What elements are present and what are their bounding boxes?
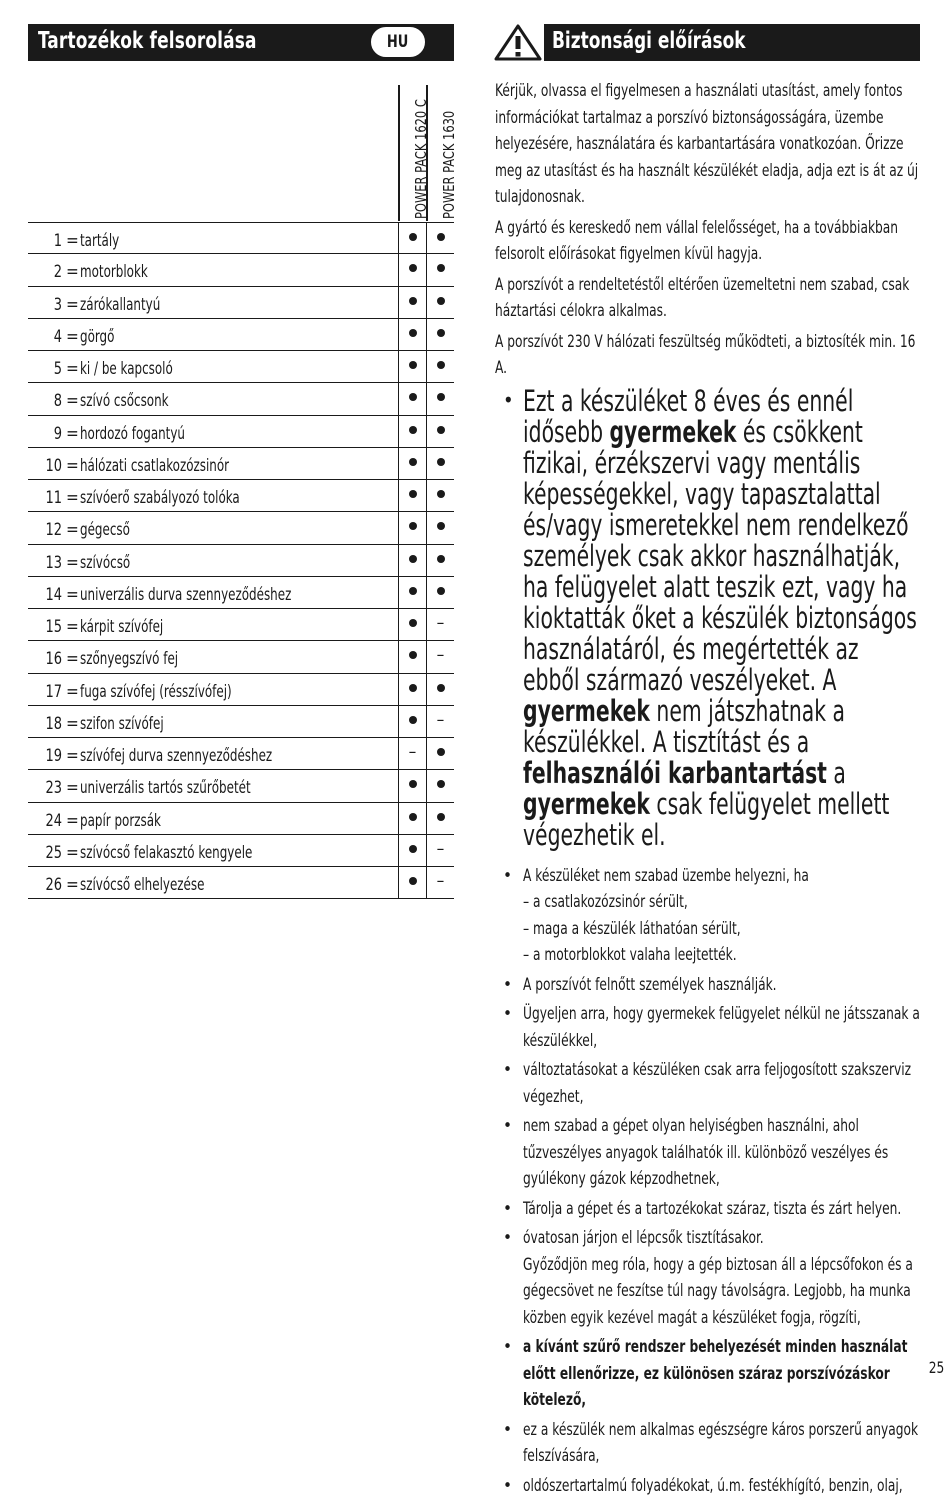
item-name: kárpit szívófej: [80, 617, 164, 637]
page-number: 25: [928, 1358, 944, 1377]
safety-title: Biztonsági előírások: [552, 28, 746, 54]
table-row: 9 = hordozó fogantyú: [28, 416, 454, 448]
table-row: 23 = univerzális tartós szűrőbetét: [28, 770, 454, 802]
item-name: szívócső elhelyezése: [80, 875, 205, 895]
item-number: 13: [45, 552, 62, 573]
item-name: ki / be kapcsoló: [80, 359, 173, 379]
dot-icon: [409, 651, 417, 659]
availability-1620c: [398, 416, 426, 447]
table-row: 4 = görgő: [28, 319, 454, 351]
availability-1620c: [398, 223, 426, 253]
table-row: 10 = hálózati csatlakozózsinór: [28, 448, 454, 480]
availability-1630: [426, 803, 454, 834]
table-row: 3 = zárókallantyú: [28, 287, 454, 319]
safety-bullet: • változtatásokat a készüléken csak arra feljogosított szakszerviz végezhet,: [503, 1060, 912, 1107]
dot-icon: [437, 684, 445, 692]
dot-icon: [409, 393, 417, 401]
availability-1620c: [398, 674, 426, 705]
dot-icon: [409, 361, 417, 369]
item-number: 26: [45, 875, 62, 895]
item-name: tartály: [80, 231, 120, 251]
availability-1620c: [398, 545, 426, 576]
table-row: 2 = motorblokk: [28, 254, 454, 286]
safety-bullet: • a kívánt szűrő rendszer behelyezését minden használat előtt ellenőrizze, ez különösen száraz porszívózáskor kötelező,: [503, 1337, 908, 1410]
availability-1630: –: [426, 835, 454, 866]
item-number: 8: [53, 391, 62, 412]
item-number: 3: [53, 294, 62, 315]
availability-1620c: [398, 383, 426, 414]
table-row: 11 = szívóerő szabályozó tolóka: [28, 480, 454, 512]
language-badge: HU: [370, 26, 426, 58]
availability-1620c: [398, 480, 426, 511]
availability-1620c: [398, 512, 426, 543]
item-name: zárókallantyú: [80, 294, 161, 315]
item-name: univerzális tartós szűrőbetét: [80, 778, 251, 799]
safety-bullet-list: [495, 863, 921, 1500]
column-headers: [398, 85, 458, 221]
availability-1630: [426, 223, 454, 253]
availability-1620c: [398, 448, 426, 479]
dot-icon: [409, 233, 417, 241]
item-number: 25: [45, 842, 62, 863]
table-row: 17 = fuga szívófej (résszívófej): [28, 674, 454, 706]
item-name: hálózati csatlakozózsinór: [80, 455, 230, 476]
table-row: 18 = szifon szívófej –: [28, 706, 454, 738]
availability-1630: [426, 416, 454, 447]
safety-bullet: • A porszívót felnőtt személyek használják.: [503, 974, 777, 995]
dot-icon: [437, 361, 445, 369]
item-number: 19: [45, 746, 62, 766]
availability-1630: [426, 351, 454, 382]
availability-1620c: [398, 706, 426, 737]
safety-bullet: • óvatosan járjon el lépcsők tisztításakor. Győződjön meg róla, hogy a gép biztosan áll a lépcsőfokon és a gégecsövet ne feszítse túl nagy távolságra. Legjobb, ha munka közben egyik kezével magát a készüléket fogja, rögzíti,: [495, 1225, 921, 1331]
safety-sub-item: – a csatlakozózsinór sérült,: [523, 892, 688, 912]
item-number: 4: [53, 326, 62, 347]
dot-icon: [409, 716, 417, 724]
dot-icon: [437, 813, 445, 821]
safety-header: [494, 24, 920, 61]
safety-bullet: • nem szabad a gépet olyan helyiségben használni, ahol tűzveszélyes anyagok találhatók ill. különböző veszélyes és gyúlékony gázok képzodhetnek,: [503, 1116, 889, 1189]
availability-1620c: –: [398, 738, 426, 769]
item-number: 14: [45, 584, 62, 605]
item-name: szívócső: [80, 552, 131, 573]
safety-bullet: • ez a készülék nem alkalmas egészségre káros porszerű anyagok felszívására,: [503, 1419, 919, 1466]
dot-icon: [437, 264, 445, 272]
dot-icon: [409, 490, 417, 498]
dot-icon: [409, 522, 417, 530]
availability-1630: –: [426, 706, 454, 737]
item-name: motorblokk: [80, 262, 148, 283]
availability-1620c: [398, 641, 426, 672]
item-number: 1: [53, 231, 62, 251]
availability-1620c: [398, 803, 426, 834]
dot-icon: [409, 813, 417, 821]
availability-1620c: [398, 287, 426, 318]
table-row: 12 = gégecső: [28, 512, 454, 544]
dot-icon: [409, 458, 417, 466]
availability-1630: [426, 512, 454, 543]
column-header-1620c: POWER PACK 1620 C: [412, 99, 430, 219]
safety-paragraph-2: A gyártó és kereskedő nem vállal felelősséget, ha a továbbiakban felsorolt előírásokat figyelmen kívül hagyja.: [495, 217, 899, 264]
availability-1620c: [398, 254, 426, 285]
item-name: szívó csőcsonk: [80, 391, 169, 412]
safety-bullet: • Tárolja a gépet és a tartozékokat száraz, tiszta és zárt helyen.: [503, 1198, 902, 1219]
dot-icon: [437, 297, 445, 305]
item-number: 10: [45, 455, 62, 476]
availability-1630: [426, 770, 454, 801]
table-row: 1 = tartály: [28, 222, 454, 254]
dot-icon: [409, 297, 417, 305]
dot-icon: [437, 458, 445, 466]
children-warning: • Ezt a készüléket 8 éves és ennél idősebb gyermekek és csökkent fizikai, érzékszervi vagy mentális képességekkel, vagy tapasztalattal és/vagy ismeretekkel nem rendelkező személyek csak akkor használhatják, ha felügyelet alatt teszik ezt, vagy ha kioktatták őket a készülék biztonságos használatáról, és megértették az ebből származó veszélyeket. A gyermekek nem játszhatnak a készülékkel. A tisztítást és a felhasználói karbantartást a gyermekek csak felügyelet mellett végezhetik el.: [503, 383, 917, 852]
item-name: görgő: [80, 326, 115, 347]
availability-1620c: [398, 577, 426, 608]
availability-1620c: [398, 835, 426, 866]
dot-icon: [437, 587, 445, 595]
table-row: 8 = szívó csőcsonk: [28, 383, 454, 415]
availability-1620c: [398, 867, 426, 898]
table-row: 19 = szívófej durva szennyeződéshez –: [28, 738, 454, 770]
accessories-title: Tartozékok felsorolása: [38, 28, 257, 54]
item-number: 9: [53, 423, 62, 444]
warning-triangle-icon: [494, 24, 546, 61]
table-row: 26 = szívócső elhelyezése –: [28, 867, 454, 899]
column-header-1630: POWER PACK 1630: [440, 110, 458, 219]
safety-paragraph-1: Kérjük, olvassa el figyelmesen a használati utasítást, amely fontos információkat tartalmaz a porszívó biztonságosságára, üzembe helyezésére, használatára és karbantartására vonatkozóan. Őrizze meg az utasítást és ha használt készülékét eladja, adja ezt is át az új tulajdonosnak.: [495, 81, 919, 207]
availability-1620c: [398, 609, 426, 640]
item-number: 12: [45, 520, 62, 541]
safety-bullet: • oldószertartalmú folyadékokat, ú.m. festékhígító, benzin, olaj,: [503, 1475, 903, 1496]
availability-1620c: [398, 351, 426, 382]
dot-icon: [437, 522, 445, 530]
safety-paragraph-3: A porszívót a rendeltetéstől eltérően üzemeltetni nem szabad, csak háztartási célokra alkalmas.: [495, 274, 910, 321]
dot-icon: [409, 329, 417, 337]
item-name: hordozó fogantyú: [80, 423, 185, 444]
safety-sub-item: – a motorblokkot valaha leejtették.: [523, 945, 737, 965]
dot-icon: [409, 264, 417, 272]
dot-icon: [437, 233, 445, 241]
availability-1630: [426, 674, 454, 705]
table-row: 15 = kárpit szívófej –: [28, 609, 454, 641]
availability-1630: [426, 545, 454, 576]
availability-1620c: [398, 770, 426, 801]
accessories-table: [28, 222, 454, 899]
availability-1630: –: [426, 609, 454, 640]
table-row: 13 = szívócső: [28, 545, 454, 577]
availability-1630: [426, 383, 454, 414]
dot-icon: [437, 490, 445, 498]
dot-icon: [437, 555, 445, 563]
dot-icon: [409, 845, 417, 853]
availability-1630: [426, 480, 454, 511]
item-name: szifon szívófej: [80, 713, 164, 734]
dot-icon: [409, 684, 417, 692]
dot-icon: [437, 748, 445, 756]
dot-icon: [437, 329, 445, 337]
item-name: szívócső felakasztó kengyele: [80, 842, 253, 863]
availability-1620c: [398, 319, 426, 350]
availability-1630: –: [426, 867, 454, 898]
safety-paragraph-4: A porszívót 230 V hálózati feszültség működteti, a biztosíték min. 16 A.: [495, 331, 916, 378]
table-row: 5 = ki / be kapcsoló: [28, 351, 454, 383]
availability-1630: [426, 287, 454, 318]
dot-icon: [409, 555, 417, 563]
table-row: 25 = szívócső felakasztó kengyele –: [28, 835, 454, 867]
availability-1630: [426, 738, 454, 769]
availability-1630: [426, 448, 454, 479]
dot-icon: [409, 877, 417, 885]
item-number: 23: [45, 778, 62, 799]
dot-icon: [409, 619, 417, 627]
availability-1630: –: [426, 641, 454, 672]
dot-icon: [437, 780, 445, 788]
safety-bullet: • A készüléket nem szabad üzembe helyezni, ha – a csatlakozózsinór sérült, – maga a készülék láthatóan sérült, – a motorblokkot valaha leejtették.: [495, 863, 921, 969]
item-name: szívóerő szabályozó tolóka: [80, 488, 240, 508]
dot-icon: [409, 587, 417, 595]
item-name: szívófej durva szennyeződéshez: [80, 746, 273, 766]
table-row: 16 = szőnyegszívó fej –: [28, 641, 454, 673]
item-number: 16: [45, 649, 62, 670]
item-number: 5: [53, 359, 62, 379]
accessories-header: [28, 24, 454, 61]
availability-1630: [426, 577, 454, 608]
item-name: gégecső: [80, 520, 130, 541]
item-number: 11: [45, 488, 62, 508]
item-name: szőnyegszívó fej: [80, 649, 179, 670]
item-number: 24: [45, 810, 62, 831]
item-number: 15: [45, 617, 62, 637]
safety-sub-item: – maga a készülék láthatóan sérült,: [523, 918, 741, 939]
safety-bullet: • Ügyeljen arra, hogy gyermekek felügyelet nélkül ne játsszanak a készülékkel,: [503, 1004, 920, 1051]
table-row: 24 = papír porzsák: [28, 803, 454, 835]
dot-icon: [437, 426, 445, 434]
item-name: papír porzsák: [80, 810, 161, 831]
dot-icon: [437, 393, 445, 401]
item-name: fuga szívófej (résszívófej): [80, 681, 232, 702]
item-number: 17: [45, 681, 62, 702]
item-number: 2: [53, 262, 62, 283]
item-name: univerzális durva szennyeződéshez: [80, 584, 292, 605]
availability-1630: [426, 254, 454, 285]
safety-content: [495, 78, 921, 1502]
dot-icon: [409, 426, 417, 434]
item-number: 18: [45, 713, 62, 734]
availability-1630: [426, 319, 454, 350]
safety-bullet-extra: Győződjön meg róla, hogy a gép biztosan áll a lépcsőfokon és a gégecsövet ne feszítse túl nagy távolságra. Legjobb, ha munka közben egyik kezével magát a készüléket fogja, rögzíti,: [523, 1254, 913, 1328]
table-row: 14 = univerzális durva szennyeződéshez: [28, 577, 454, 609]
dot-icon: [409, 780, 417, 788]
